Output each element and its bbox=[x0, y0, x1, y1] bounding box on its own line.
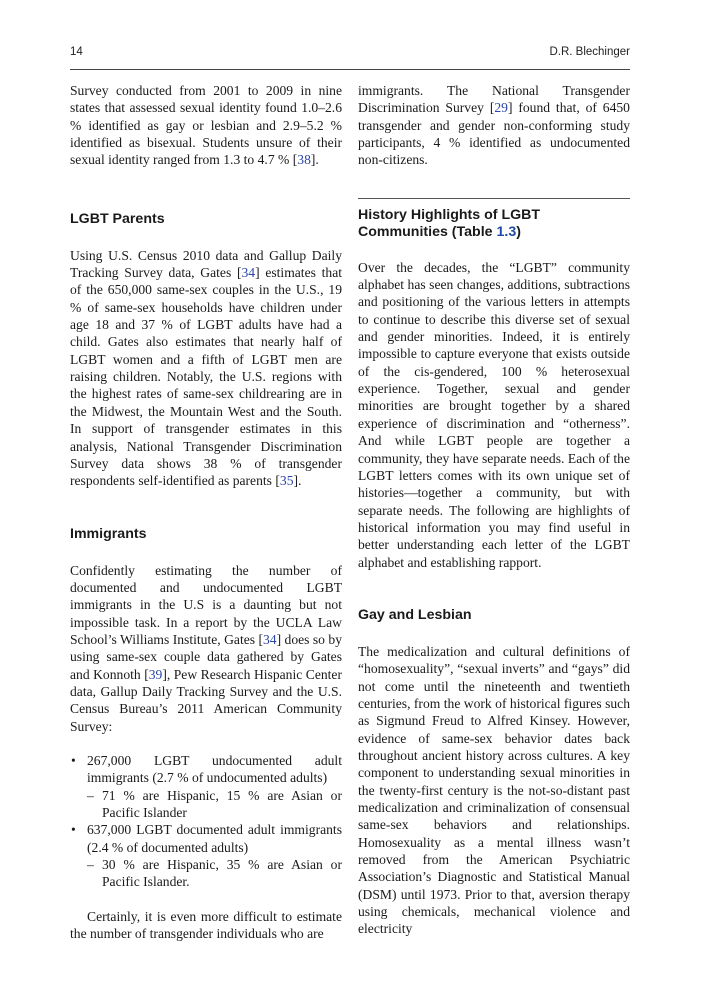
citation-link[interactable]: 29 bbox=[494, 100, 508, 116]
section-heading-lgbt-parents: LGBT Parents bbox=[70, 210, 165, 227]
paragraph-survey: Survey conducted from 2001 to 2009 in nine states that assessed sexual identity found 1.0–2.6 % identified as gay or lesbian and 2.9–5.2 % identified as bisexual. Students unsure of their sexual identity ranged from 1.3 to 4.7 % [38]. bbox=[70, 83, 342, 168]
paragraph-immigrants: Confidently estimating the number of documented and undocumented LGBT immigrants in the U.S is a daunting but not impossible task. In a report by the UCLA Law School’s Williams Institute, Gates [34] does so by using same-sex couple data gathered by Gates and Konnoth [39], Pew Research Hispanic Center data, Gallup Daily Tracking Survey and the U.S. Census Bureau’s 2011 American Community Survey: bbox=[70, 562, 342, 734]
section-divider bbox=[358, 198, 630, 199]
paragraph-gay-lesbian: The medicalization and cultural definitions of “homosexuality”, “sexual inverts” and “gays” did not come until the nineteenth and twentieth centuries, from the work of historical figures such as Sigmund Freud to Alfred Kinsey. However, evidence of same-sex behavior dates back throughout ancient history across cultures. A key component to understanding sexual minorities in the twenty-first century is the not-so-distant past medicalization and criminalization of consensual same-sex behaviors and relationships. Homosexuality as a mental illness wasn’t removed from the American Psychiatric Association’s Diagnostic and Statistical Manual (DSM) until 1973. Prior to that, aversion therapy using chemicals, mechanical violence and electricity bbox=[358, 643, 630, 937]
bullet-documented: • 637,000 LGBT documented adult immigrants (2.4 % of documented adults) bbox=[70, 821, 342, 856]
sub-bullet-documented: – 30 % are Hispanic, 35 % are Asian or Pacific Islander. bbox=[70, 856, 342, 891]
citation-link[interactable]: 34 bbox=[241, 265, 256, 281]
citation-link[interactable]: 39 bbox=[148, 666, 163, 682]
sub-bullet-undocumented: – 71 % are Hispanic, 15 % are Asian or Pacific Islander bbox=[70, 787, 342, 822]
section-heading-gay-lesbian: Gay and Lesbian bbox=[358, 606, 472, 623]
running-head: D.R. Blechinger bbox=[549, 46, 630, 58]
paragraph-lgbt-parents: Using U.S. Census 2010 data and Gallup Daily Tracking Survey data, Gates [34] estimates that of the 650,000 same-sex couples in the U.S., 19 % of same-sex households have children under age 18 and 37 % of LGBT adults have had a child. Gates also estimates that nearly half of LGBT women and a fifth of LGBT men are raising children. Notably, the U.S. regions with the highest rates of same-sex childrearing are in the Midwest, the Mountain West and the South. In support of transgender estimates in this analysis, National Transgender Discrimination Survey data shows 38 % of transgender respondents self-identified as parents [35]. bbox=[70, 247, 343, 489]
bullet-undocumented: • 267,000 LGBT undocumented adult immigrants (2.7 % of undocumented adults) bbox=[70, 752, 342, 787]
header-rule bbox=[70, 69, 630, 70]
table-reference-link[interactable]: 1.3 bbox=[496, 223, 517, 240]
section-heading-immigrants: Immigrants bbox=[70, 525, 147, 542]
right-column bbox=[358, 82, 630, 938]
paragraph-ntds: immigrants. The National Transgender Discrimination Survey [29] found that, of 6450 transgender and gender non-conforming study participants, 4 % identified as undocumented non-citizens. bbox=[358, 83, 630, 168]
page-number: 14 bbox=[70, 46, 83, 58]
paragraph-history: Over the decades, the “LGBT” community alphabet has seen changes, additions, subtractions and positioning of the various letters in attempts to continue to describe this diverse set of sexual and gender minorities. Indeed, it is entirely impossible to capture everyone that exists outside of the cis-gendered, 100 % heterosexual experience. Together, sexual and gender minorities are brought together by a shared experience of discrimination and “otherness”. And while LGBT people are together a community, they have separate needs. Each of the LGBT letters comes with its own unique set of histories—together a community, but with separate needs. The following are highlights of historical information you may find useful in better understanding each letter of the LGBT alphabet and establishing rapport. bbox=[358, 259, 630, 570]
paragraph-transgender-estimate: Certainly, it is even more difficult to estimate the number of transgender individuals who are bbox=[70, 908, 342, 942]
citation-link[interactable]: 38 bbox=[297, 152, 311, 168]
page-header bbox=[70, 46, 630, 64]
section-heading-history: History Highlights of LGBT Communities (Table 1.3) bbox=[358, 206, 541, 240]
immigrant-bullet-list bbox=[70, 752, 342, 891]
citation-link[interactable]: 34 bbox=[263, 631, 277, 647]
citation-link[interactable]: 35 bbox=[279, 473, 294, 489]
left-column bbox=[70, 82, 342, 942]
